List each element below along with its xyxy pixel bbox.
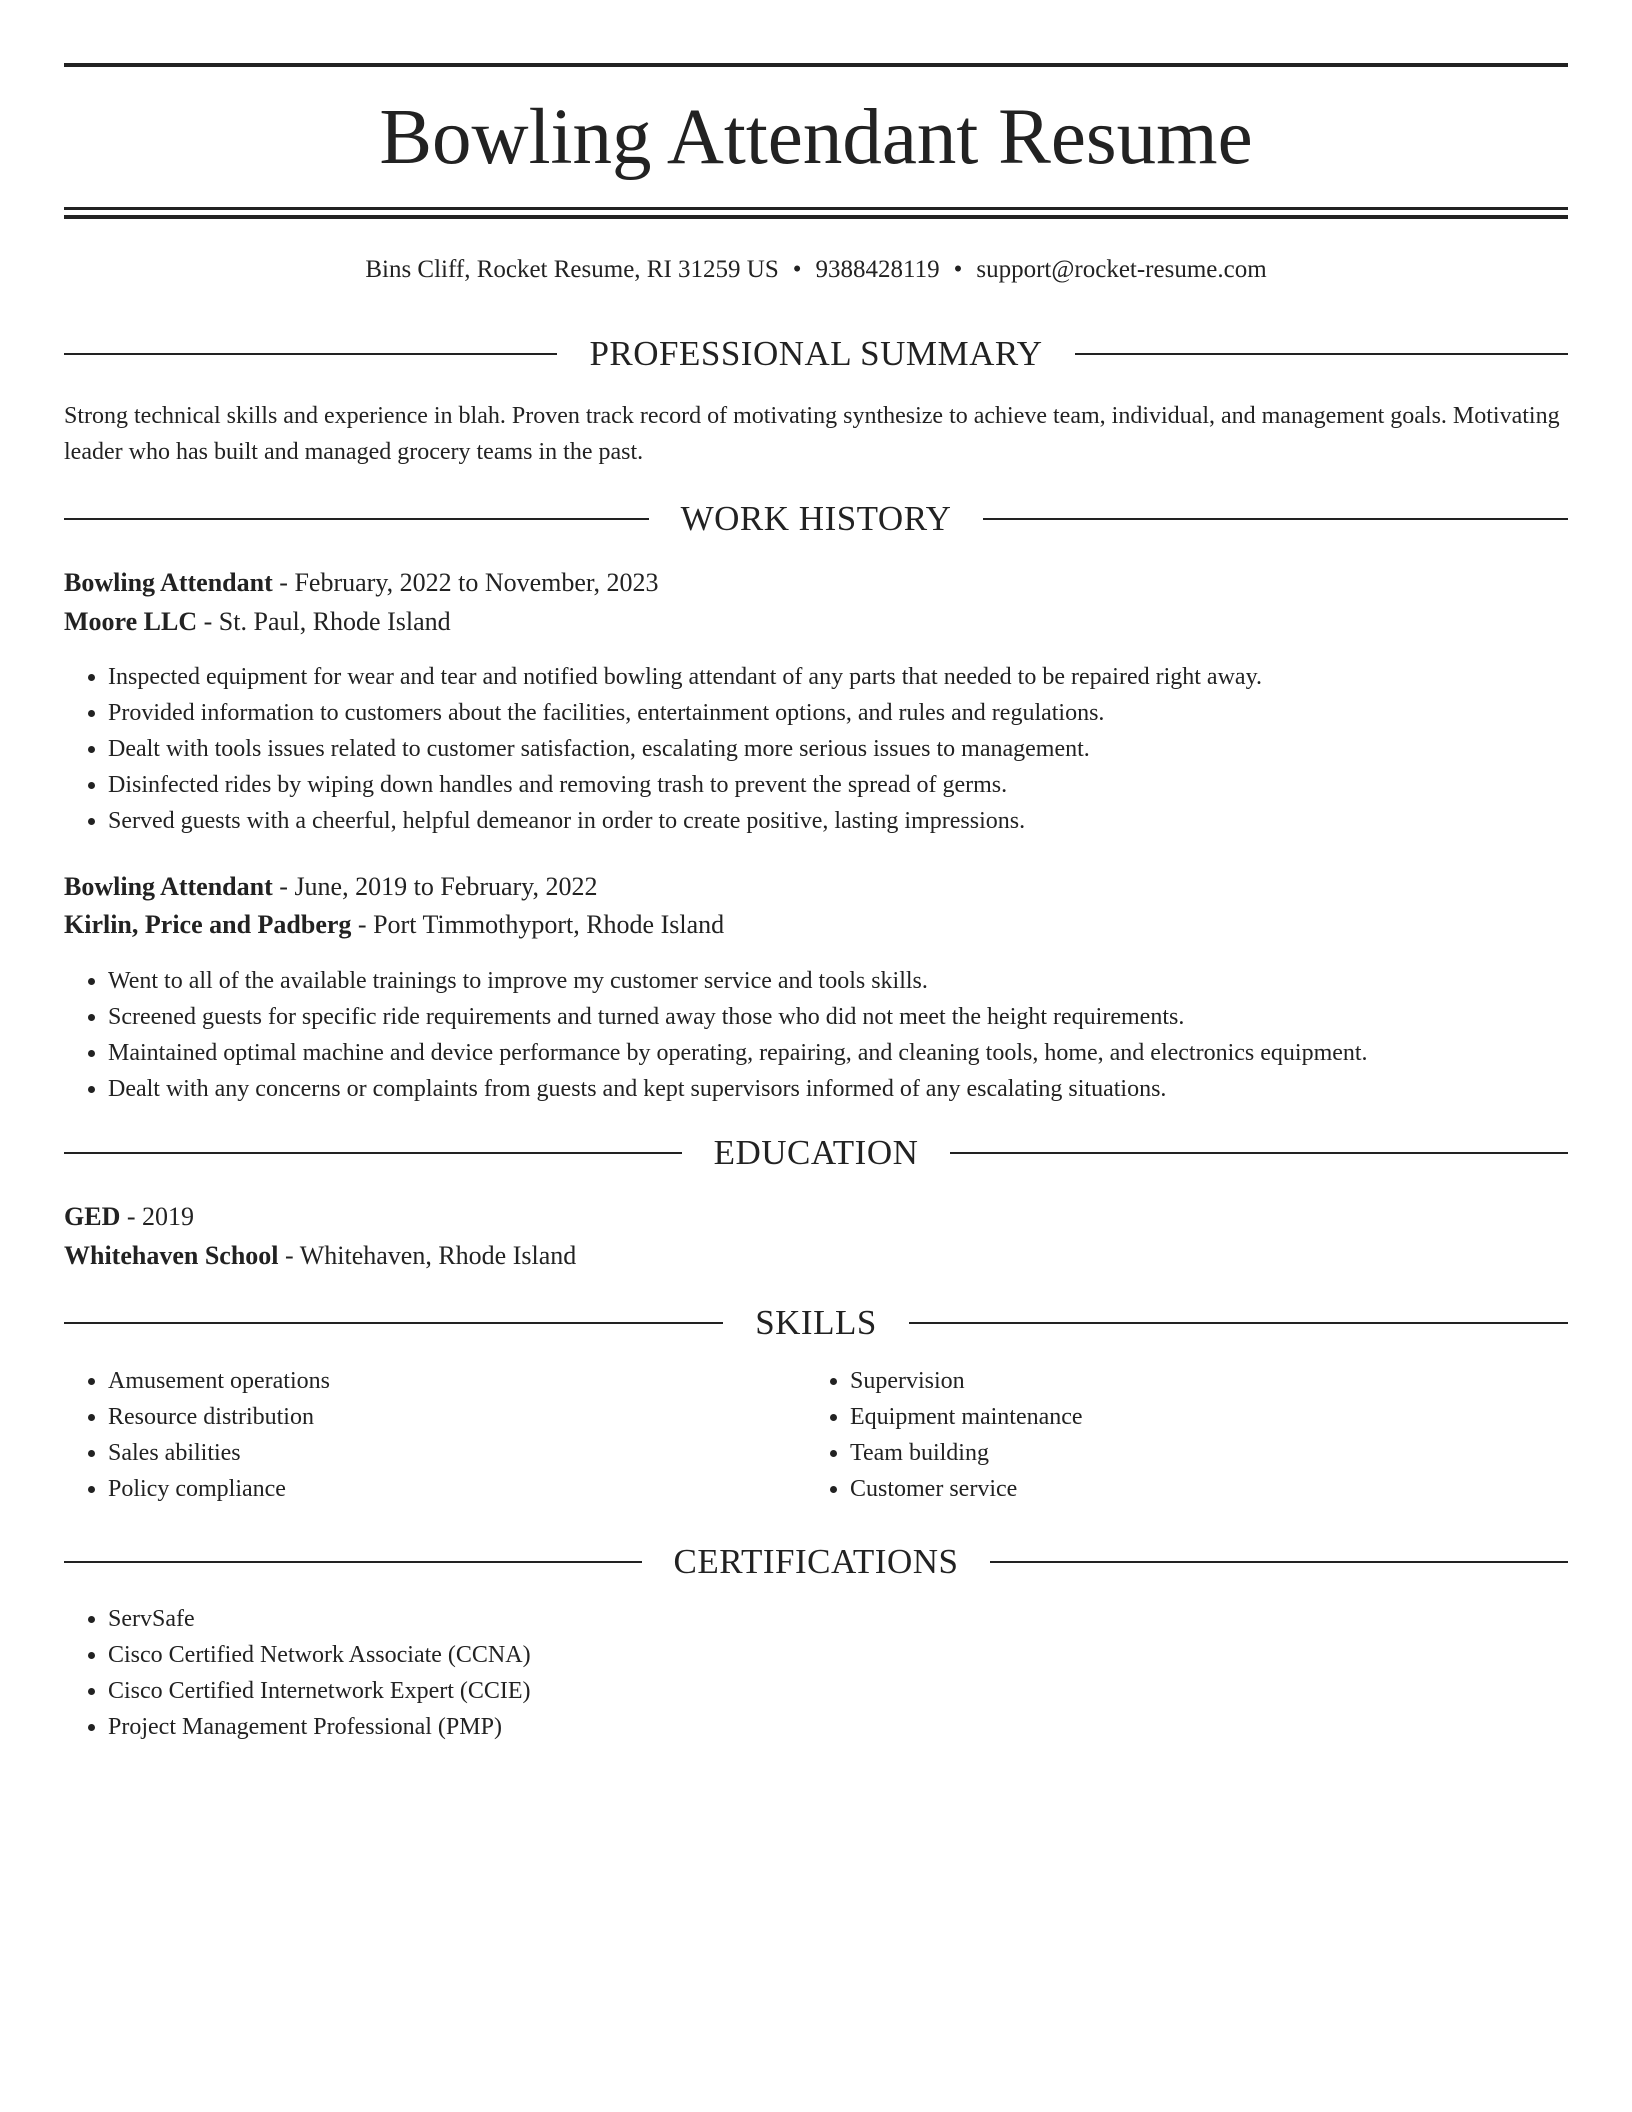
section-heading-work-history bbox=[64, 497, 1568, 541]
list-item: • Cisco Certified Internetwork Expert (CCIE) bbox=[108, 1673, 531, 1709]
section-heading-skills bbox=[64, 1301, 1568, 1345]
job-dates: June, 2019 to February, 2022 bbox=[294, 872, 598, 901]
summary-text: Strong technical skills and experience in blah. Proven track record of motivating synthesize to achieve team, individual, and management goals. Motivating leader who has built and managed grocery teams in the past. bbox=[64, 403, 1560, 465]
list-item: • Supervision bbox=[850, 1363, 1083, 1399]
contact-separator: • bbox=[792, 256, 802, 283]
section-heading-label: PROFESSIONAL SUMMARY bbox=[589, 334, 1043, 373]
section-heading-label: SKILLS bbox=[755, 1303, 877, 1342]
section-heading-label: WORK HISTORY bbox=[680, 499, 952, 538]
education-location: Whitehaven, Rhode Island bbox=[299, 1241, 577, 1270]
list-item: • Dealt with any concerns or complaints from guests and kept supervisors informed of any escalating situations. bbox=[108, 1071, 1368, 1107]
list-item: • Amusement operations bbox=[108, 1363, 330, 1399]
education-year: 2019 bbox=[142, 1202, 195, 1231]
section-heading-certifications bbox=[64, 1540, 1568, 1584]
job-bullets bbox=[64, 659, 1262, 839]
section-heading-summary bbox=[64, 332, 1568, 376]
education-degree: GED bbox=[64, 1202, 121, 1231]
list-item: • Went to all of the available trainings to improve my customer service and tools skills. bbox=[108, 963, 1368, 999]
list-item: • Resource distribution bbox=[108, 1399, 330, 1435]
contact-email: support@rocket-resume.com bbox=[976, 256, 1267, 283]
resume-title: Bowling Attendant Resume bbox=[379, 94, 1253, 181]
contact-separator: • bbox=[953, 256, 963, 283]
skills-list-left bbox=[64, 1363, 330, 1507]
list-item: • Equipment maintenance bbox=[850, 1399, 1083, 1435]
contact-line bbox=[64, 252, 1568, 288]
heading-rule-left bbox=[64, 1152, 682, 1154]
heading-rule-right bbox=[990, 1561, 1568, 1563]
header-double-rule-lower bbox=[64, 215, 1568, 219]
list-item: • Maintained optimal machine and device performance by operating, repairing, and cleaning tools, home, and electronics equipment. bbox=[108, 1035, 1368, 1071]
list-item: • Served guests with a cheerful, helpful demeanor in order to create positive, lasting impressions. bbox=[108, 803, 1262, 839]
header-double-rule-upper bbox=[64, 207, 1568, 210]
list-item: • Cisco Certified Network Associate (CCNA) bbox=[108, 1637, 531, 1673]
heading-rule-left bbox=[64, 1561, 642, 1563]
job-company-line: Kirlin, Price and Padberg - Port Timmothyport, Rhode Island bbox=[64, 910, 725, 939]
list-item: • Inspected equipment for wear and tear and notified bowling attendant of any parts that needed to be repaired right away. bbox=[108, 659, 1262, 695]
list-item: • Dealt with tools issues related to customer satisfaction, escalating more serious issues to management. bbox=[108, 731, 1262, 767]
list-item: • Sales abilities bbox=[108, 1435, 330, 1471]
heading-rule-right bbox=[1075, 353, 1568, 355]
list-item: • Policy compliance bbox=[108, 1471, 330, 1507]
education-degree-line: GED - 2019 bbox=[64, 1202, 195, 1231]
job-title: Bowling Attendant bbox=[64, 568, 273, 597]
list-item: • Screened guests for specific ride requirements and turned away those who did not meet the height requirements. bbox=[108, 999, 1368, 1035]
job-title-line: Bowling Attendant - June, 2019 to February, 2022 bbox=[64, 872, 598, 901]
job-bullets bbox=[64, 963, 1368, 1107]
list-item: • ServSafe bbox=[108, 1601, 531, 1637]
heading-rule-right bbox=[950, 1152, 1568, 1154]
list-item: • Team building bbox=[850, 1435, 1083, 1471]
heading-rule-left bbox=[64, 1322, 723, 1324]
job-location: Port Timmothyport, Rhode Island bbox=[373, 910, 725, 939]
job-company: Kirlin, Price and Padberg bbox=[64, 910, 352, 939]
education-school-line: Whitehaven School - Whitehaven, Rhode Island bbox=[64, 1241, 577, 1270]
contact-phone: 9388428119 bbox=[815, 256, 940, 283]
job-title-line: Bowling Attendant - February, 2022 to November, 2023 bbox=[64, 568, 659, 597]
education-school: Whitehaven School bbox=[64, 1241, 279, 1270]
list-item: • Disinfected rides by wiping down handles and removing trash to prevent the spread of germs. bbox=[108, 767, 1262, 803]
job-dates: February, 2022 to November, 2023 bbox=[294, 568, 659, 597]
job-title: Bowling Attendant bbox=[64, 872, 273, 901]
section-heading-education bbox=[64, 1131, 1568, 1175]
heading-rule-right bbox=[909, 1322, 1568, 1324]
job-company: Moore LLC bbox=[64, 607, 198, 636]
heading-rule-left bbox=[64, 353, 557, 355]
heading-rule-right bbox=[983, 518, 1568, 520]
section-heading-label: EDUCATION bbox=[713, 1133, 919, 1172]
skills-list-right bbox=[806, 1363, 1083, 1507]
contact-address: Bins Cliff, Rocket Resume, RI 31259 US bbox=[365, 256, 779, 283]
heading-rule-left bbox=[64, 518, 649, 520]
list-item: • Customer service bbox=[850, 1471, 1083, 1507]
certifications-list bbox=[64, 1601, 531, 1745]
section-heading-label: CERTIFICATIONS bbox=[673, 1542, 959, 1581]
list-item: • Provided information to customers about the facilities, entertainment options, and rules and regulations. bbox=[108, 695, 1262, 731]
list-item: • Project Management Professional (PMP) bbox=[108, 1709, 531, 1745]
job-location: St. Paul, Rhode Island bbox=[218, 607, 451, 636]
header-top-rule bbox=[64, 63, 1568, 67]
job-company-line: Moore LLC - St. Paul, Rhode Island bbox=[64, 607, 451, 636]
